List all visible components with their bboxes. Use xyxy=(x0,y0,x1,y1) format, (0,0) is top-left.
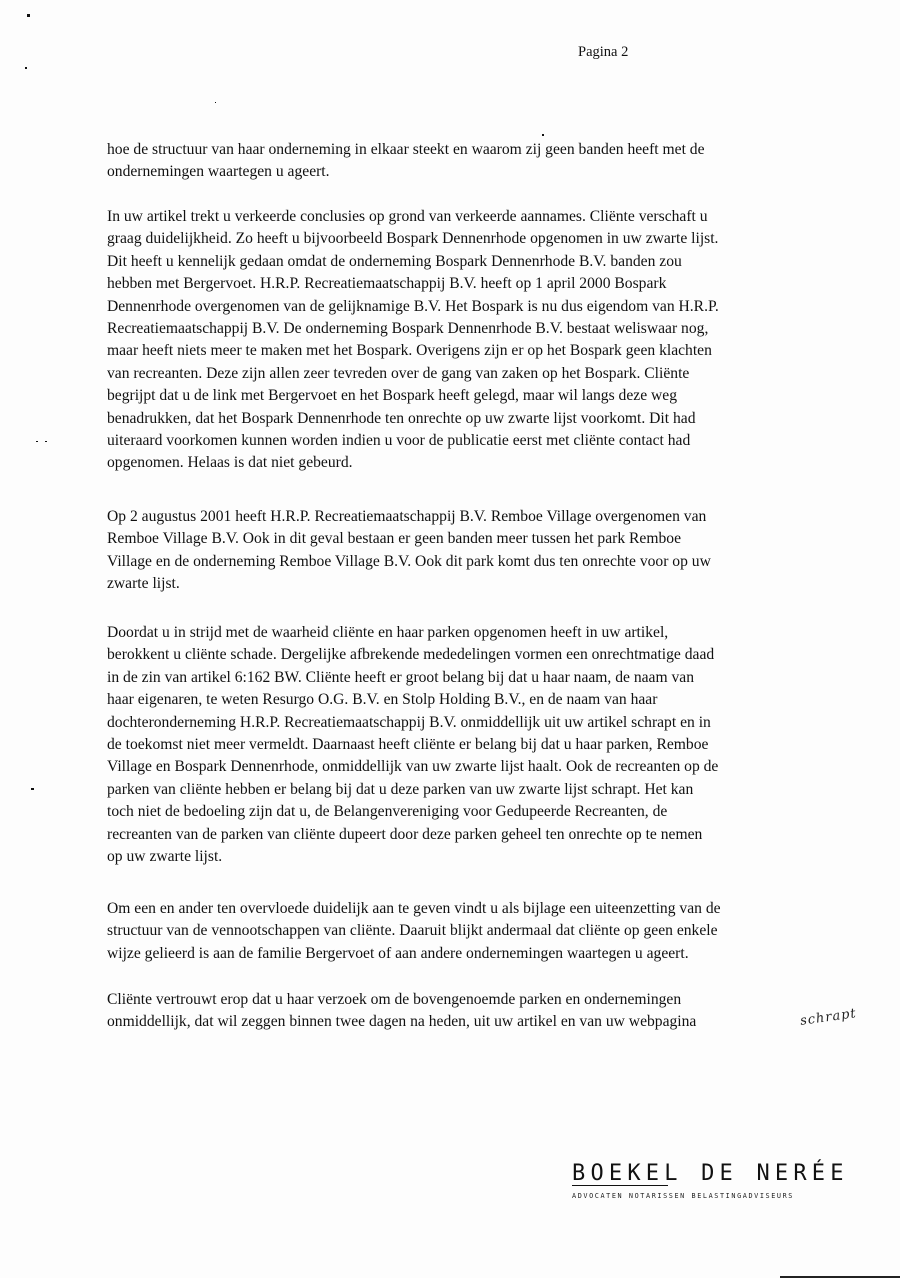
text-line: recreanten van de parken van cliënte dupeert door deze parken geheel ten onrechte op te nemen xyxy=(107,825,703,843)
text-line: op uw zwarte lijst. xyxy=(107,848,223,866)
text-line: de toekomst niet meer vermeldt. Daarnaast heeft cliënte er belang bij dat u haar parken, Remboe xyxy=(107,736,709,754)
text-line: Op 2 augustus 2001 heeft H.R.P. Recreatiemaatschappij B.V. Remboe Village overgenomen van xyxy=(107,508,707,525)
firm-logo xyxy=(572,1161,849,1200)
text-line: Dit heeft u kennelijk gedaan omdat de onderneming Bospark Dennenrhode B.V. banden zou xyxy=(107,252,682,270)
paragraph-5 xyxy=(107,898,721,965)
text-line: Remboe Village B.V. Ook in dit geval bestaan er geen banden meer tussen het park Remboe xyxy=(107,530,681,548)
text-line: In uw artikel trekt u verkeerde conclusies op grond van verkeerde aannames. Cliënte verschaft u xyxy=(107,208,708,225)
text-line: onmiddellijk, dat wil zeggen binnen twee dagen na heden, uit uw artikel en van uw webpagina xyxy=(107,1013,697,1031)
scan-speck xyxy=(215,102,216,103)
text-line: hoe de structuur van haar onderneming in elkaar steekt en waarom zij geen banden heeft met de xyxy=(107,141,705,158)
text-line: begrijpt dat u de link met Bergervoet en het Bospark heeft gelegd, maar wil langs deze weg xyxy=(107,387,677,405)
paragraph-3 xyxy=(107,506,711,596)
text-line: Dennenrhode overgenomen van de gelijknamige B.V. Het Bospark is nu dus eigendom van H.R.P. xyxy=(107,297,719,315)
text-line: toch niet de bedoeling zijn dat u, de Belangenvereniging voor Gedupeerde Recreanten, de xyxy=(107,803,668,821)
logo-subtitle: ADVOCATEN NOTARISSEN BELASTINGADVISEURS xyxy=(572,1192,794,1200)
text-line: Village en de onderneming Remboe Village B.V. Ook dit park komt dus ten onrechte voor op uw xyxy=(107,552,711,570)
page-number: Pagina 2 xyxy=(578,44,629,60)
text-line: ondernemingen waartegen u ageert. xyxy=(107,163,330,181)
text-line: in de zin van artikel 6:162 BW. Cliënte heeft er groot belang bij dat u haar naam, de naam van xyxy=(107,668,695,686)
text-line: uiteraard voorkomen kunnen worden indien u voor de publicatie eerst met cliënte contact had xyxy=(107,432,691,450)
logo-name: BOEKEL DE NERÉE xyxy=(572,1161,849,1186)
text-line: dochteronderneming H.R.P. Recreatiemaatschappij B.V. onmiddellijk uit uw artikel schrapt en in xyxy=(107,713,711,731)
scan-speck xyxy=(27,14,30,17)
text-line: Village en Bospark Dennenrhode, onmiddellijk van uw zwarte lijst haalt. Ook de recreanten op de xyxy=(107,758,719,776)
text-line: graag duidelijkheid. Zo heeft u bijvoorbeeld Bospark Dennenrhode opgenomen in uw zwarte lijst. xyxy=(107,230,719,248)
paragraph-4 xyxy=(107,622,718,868)
text-line: opgenomen. Helaas is dat niet gebeurd. xyxy=(107,454,353,472)
text-line: benadrukken, dat het Bospark Dennenrhode ten onrechte op uw zwarte lijst voorkomt. Dit had xyxy=(107,409,696,427)
text-line: parken van cliënte hebben er belang bij dat u deze parken van uw zwarte lijst schrapt. Het kan xyxy=(107,780,694,798)
text-line: haar eigenaren, te weten Resurgo O.G. B.V. en Stolp Holding B.V., en de naam van haar xyxy=(107,691,658,709)
paragraph-1 xyxy=(107,139,705,184)
text-line: van recreanten. Deze zijn allen zeer tevreden over de gang van zaken op het Bospark. Cliënte xyxy=(107,364,690,382)
handwritten-annotation: schrapt xyxy=(799,1006,858,1029)
text-line: structuur van de vennootschappen van cliënte. Daaruit blijkt andermaal dat cliënte op geen enkele xyxy=(107,922,718,940)
text-line: hebben met Bergervoet. H.R.P. Recreatiemaatschappij B.V. heeft op 1 april 2000 Bospark xyxy=(107,275,667,293)
text-line: Om een en ander ten overvloede duidelijk aan te geven vindt u als bijlage een uiteenzetting van de xyxy=(107,900,721,917)
scan-speck xyxy=(31,788,34,790)
text-line: Doordat u in strijd met de waarheid cliënte en haar parken opgenomen heeft in uw artikel, xyxy=(107,624,669,641)
text-line: berokkent u cliënte schade. Dergelijke afbrekende mededelingen vormen een onrechtmatige daad xyxy=(107,646,715,664)
scan-speck xyxy=(36,441,38,442)
text-line: Cliënte vertrouwt erop dat u haar verzoek om de bovengenoemde parken en ondernemingen xyxy=(107,991,682,1008)
text-line: zwarte lijst. xyxy=(107,575,180,593)
scan-speck xyxy=(542,134,544,136)
scan-speck xyxy=(25,67,27,69)
text-line: wijze gelieerd is aan de familie Bergervoet of aan andere ondernemingen waartegen u ageert. xyxy=(107,944,689,962)
scan-speck xyxy=(45,441,47,442)
paragraph-2 xyxy=(107,206,719,475)
text-line: maar heeft niets meer te maken met het Bospark. Overigens zijn er op het Bospark geen klachten xyxy=(107,342,712,360)
text-line: Recreatiemaatschappij B.V. De onderneming Bospark Dennenrhode B.V. bestaat weliswaar nog, xyxy=(107,320,709,338)
paragraph-6 xyxy=(107,989,696,1034)
